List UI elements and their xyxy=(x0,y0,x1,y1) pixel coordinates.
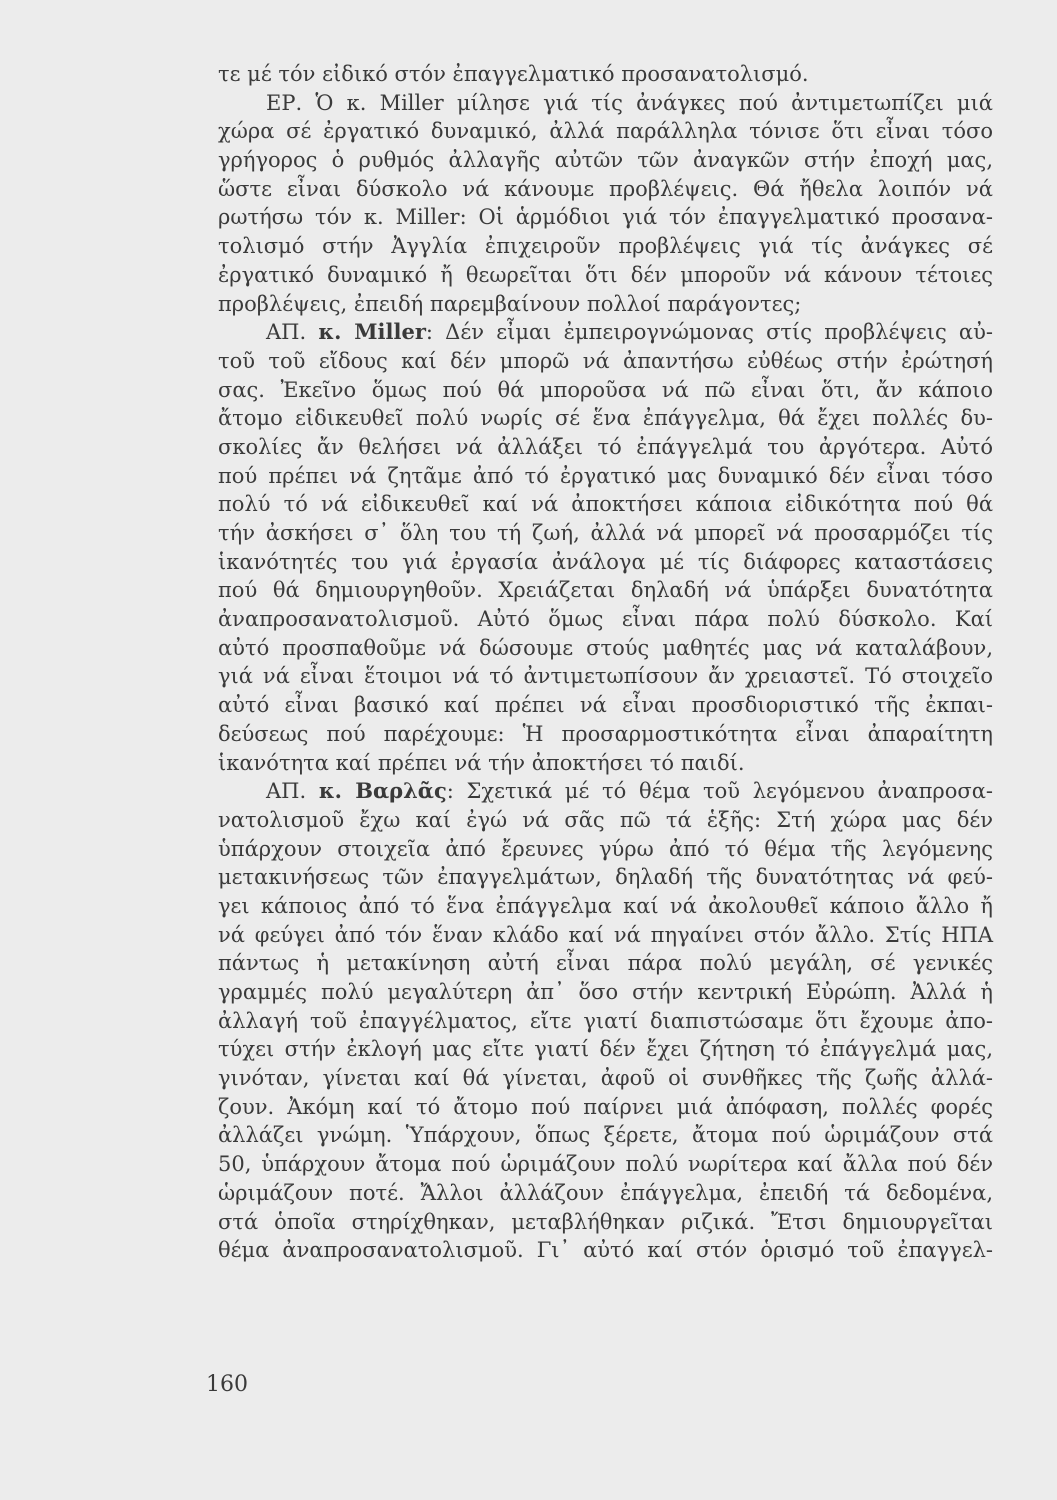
text-line: 50, ὑπάρχουν ἄτομα πού ὡριμάζουν πολύ νωρίτερα καί ἄλλα πού δέν xyxy=(218,1152,993,1177)
answer-line-miller: ΑΠ. κ. Miller: Δέν εἶμαι ἐμπειρογνώμονας στίς προβλέψεις αὐ- xyxy=(266,319,993,345)
text-line: πού πρέπει νά ζητᾶμε ἀπό τό ἐργατικό μας δυναμικό δέν εἶναι τόσο xyxy=(218,463,993,488)
text-line: ὑπάρχουν στοιχεῖα ἀπό ἔρευνες γύρω ἀπό τό θέμα τῆς λεγόμενης xyxy=(218,836,993,861)
text-line: γραμμές πολύ μεγαλύτερη ἀπ᾽ ὅσο στήν κεντρική Εὐρώπη. Ἀλλά ἡ xyxy=(218,980,993,1004)
text-line: γινόταν, γίνεται καί θά γίνεται, ἀφοῦ οἱ συνθῆκες τῆς ζωῆς ἀλλά- xyxy=(218,1066,993,1091)
text-line: ρωτήσω τόν κ. Miller: Οἱ ἁρμόδιοι γιά τόν ἐπαγγελματικό προσανα- xyxy=(218,205,993,230)
text-line: τοῦ τοῦ εἴδους καί δέν μπορῶ νά ἀπαντήσω εὐθέως στήν ἐρώτησή xyxy=(218,348,993,373)
text-line: νατολισμοῦ ἔχω καί ἐγώ νά σᾶς πῶ τά ἑξῆς: Στή χώρα μας δέν xyxy=(218,807,993,832)
text-line: πού θά δημιουργηθοῦν. Χρειάζεται δηλαδή νά ὑπάρξει δυνατότητα xyxy=(218,578,993,603)
text-line: ζουν. Ἀκόμη καί τό ἄτομο πού παίρνει μιά ἀπόφαση, πολλές φορές xyxy=(218,1094,993,1119)
text-line: δεύσεως πού παρέχουμε: Ἡ προσαρμοστικότητα εἶναι ἀπαραίτητη xyxy=(218,721,993,746)
text-line: αὐτό προσπαθοῦμε νά δώσουμε στούς μαθητές μας νά καταλάβουν, xyxy=(218,635,993,660)
text-line: γρήγορος ὁ ρυθμός ἀλλαγῆς αὐτῶν τῶν ἀναγκῶν στήν ἐποχή μας, xyxy=(218,148,993,173)
text-line: ἱκανότητές του γιά ἐργασία ἀνάλογα μέ τίς διάφορες καταστάσεις xyxy=(218,549,993,574)
page-number: 160 xyxy=(206,1372,248,1397)
text-line: σας. Ἐκεῖνο ὅμως πού θά μποροῦσα νά πῶ εἶναι ὅτι, ἄν κάποιο xyxy=(218,377,993,402)
text-line: ὡριμάζουν ποτέ. Ἄλλοι ἀλλάζουν ἐπάγγελμα, ἐπειδή τά δεδομένα, xyxy=(218,1180,993,1205)
question-line: ΕΡ. Ὁ κ. Miller μίλησε γιά τίς ἀνάγκες πού ἀντιμετωπίζει μιά xyxy=(266,90,993,115)
answer-line-varlas: ΑΠ. κ. Βαρλᾶς: Σχετικά μέ τό θέμα τοῦ λεγόμενου ἀναπροσα- xyxy=(266,778,993,804)
speaker-name: κ. Βαρλᾶς xyxy=(318,778,447,804)
text-line: πάντως ἡ μετακίνηση αὐτή εἶναι πάρα πολύ μεγάλη, σέ γενικές xyxy=(218,951,993,976)
text-line: ἐργατικό δυναμικό ἤ θεωρεῖται ὅτι δέν μποροῦν νά κάνουν τέτοιες xyxy=(218,262,993,287)
text-line: ἀλλαγή τοῦ ἐπαγγέλματος, εἴτε γιατί διαπιστώσαμε ὅτι ἔχουμε ἀπο- xyxy=(218,1008,993,1033)
text-line: σκολίες ἄν θελήσει νά ἀλλάξει τό ἐπάγγελμά του ἀργότερα. Αὐτό xyxy=(218,434,993,459)
text-line: πολύ τό νά εἰδικευθεῖ καί νά ἀποκτήσει κάποια εἰδικότητα πού θά xyxy=(218,492,993,517)
text-line: στά ὁποῖα στηρίχθηκαν, μεταβλήθηκαν ριζικά. Ἔτσι δημιουργεῖται xyxy=(218,1209,993,1234)
text-line: τε μέ τόν εἰδικό στόν ἐπαγγελματικό προσανατολισμό. xyxy=(218,62,809,86)
text-line: γιά νά εἶναι ἕτοιμοι νά τό ἀντιμετωπίσουν ἄν χρειαστεῖ. Τό στοιχεῖο xyxy=(218,664,993,689)
text-line: θέμα ἀναπροσανατολισμοῦ. Γι᾽ αὐτό καί στόν ὁρισμό τοῦ ἐπαγγελ- xyxy=(218,1238,993,1263)
text-line: τολισμό στήν Ἀγγλία ἐπιχειροῦν προβλέψεις γιά τίς ἀνάγκες σέ xyxy=(218,234,993,259)
text-line: προβλέψεις, ἐπειδή παρεμβαίνουν πολλοί παράγοντες; xyxy=(218,291,802,316)
text-line: μετακινήσεως τῶν ἐπαγγελμάτων, δηλαδή τῆς δυνατότητας νά φεύ- xyxy=(218,865,993,890)
text-line: γει κάποιος ἀπό τό ἕνα ἐπάγγελμα καί νά ἀκολουθεῖ κάποιο ἄλλο ἤ xyxy=(218,893,993,918)
text-line: ἀναπροσανατολισμοῦ. Αὐτό ὅμως εἶναι πάρα πολύ δύσκολο. Καί xyxy=(218,607,993,632)
text-line: ἱκανότητα καί πρέπει νά τήν ἀποκτήσει τό παιδί. xyxy=(218,750,745,775)
speaker-name: κ. Miller xyxy=(318,319,426,345)
text-line: αὐτό εἶναι βασικό καί πρέπει νά εἶναι προσδιοριστικό τῆς ἐκπαι- xyxy=(218,693,993,718)
text-line: χώρα σέ ἐργατικό δυναμικό, ἀλλά παράλληλα τόνισε ὅτι εἶναι τόσο xyxy=(218,119,993,144)
text-line: ὥστε εἶναι δύσκολο νά κάνουμε προβλέψεις. Θά ἤθελα λοιπόν νά xyxy=(218,176,993,201)
text-line: ἀλλάζει γνώμη. Ὑπάρχουν, ὅπως ξέρετε, ἄτομα πού ὡριμάζουν στά xyxy=(218,1123,993,1148)
text-line: νά φεύγει ἀπό τόν ἕναν κλάδο καί νά πηγαίνει στόν ἄλλο. Στίς ΗΠΑ xyxy=(218,922,993,947)
text-line: τήν ἀσκήσει σ᾽ ὅλη του τή ζωή, ἀλλά νά μπορεῖ νά προσαρμόζει τίς xyxy=(218,521,993,545)
text-line: ἄτομο εἰδικευθεῖ πολύ νωρίς σέ ἕνα ἐπάγγελμα, θά ἔχει πολλές δυ- xyxy=(218,406,993,431)
body-text xyxy=(218,60,993,1265)
text-line: τύχει στήν ἐκλογή μας εἴτε γιατί δέν ἔχει ζήτηση τό ἐπάγγελμά μας, xyxy=(218,1037,993,1062)
